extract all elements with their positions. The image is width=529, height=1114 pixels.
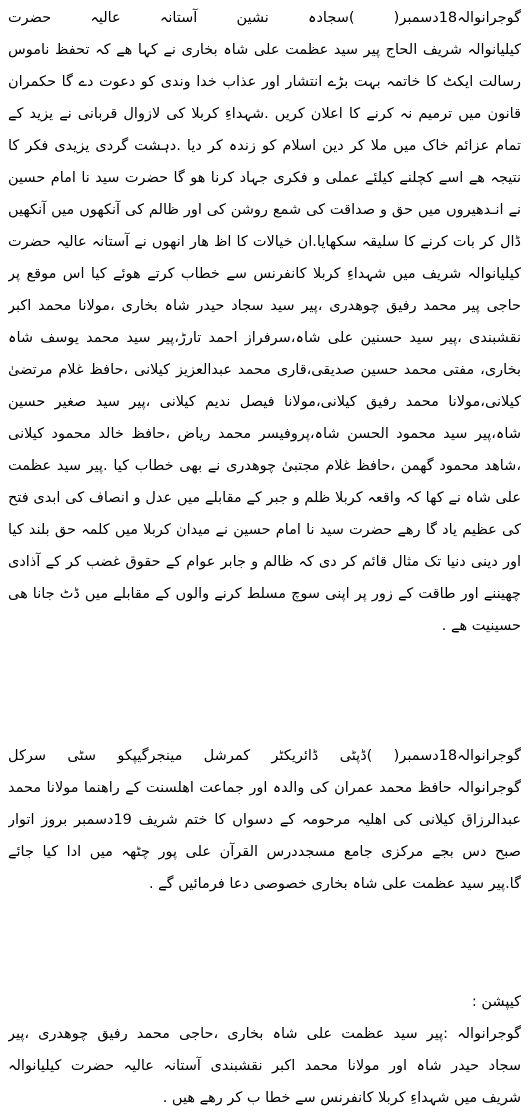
article2-line: گوجرانوالہ18دسمبر( )ڈپٹی ڈائریکٹر کمرشل مینجرگیپکو سٹی سرکل bbox=[8, 748, 521, 764]
article1-line: کیلیانوالہ شریف الحاج پیر سید عظمت علی شاہ بخاری نے کہا ھے کہ تحفظ ناموس bbox=[8, 42, 521, 58]
article1-line: حسینیت ھے . bbox=[441, 618, 521, 634]
article1-line: علی شاہ نے کھا کہ واقعہ کربلا ظلم و جبر کے مقابلے میں عدل و انصاف کی ابدی فتح bbox=[8, 490, 521, 506]
article1-line: قانون میں ترمیم نہ کرنے کا اعلان کریں .شہداءِ کربلا کی لازوال قربانی نے یزید کے bbox=[8, 106, 521, 122]
photo-caption bbox=[8, 986, 521, 1114]
article1-line: ،شاھد محمود گھمن ،حافظ غلام مجتبیٰ چوھدری نے بھی خطاب کیا .پیر سید عظمت bbox=[8, 458, 521, 474]
article-khatam-announcement bbox=[8, 740, 521, 900]
article2-line: گوجرانوالہ حافظ محمد عمران کی والدہ اور جماعت اھلسنت کے راھنما مولانا محمد bbox=[8, 780, 521, 796]
article1-line: رسالت ایکٹ کا خاتمہ بہت بڑے انتشار اور عذاب خدا وندی کو دعوت دے گا حکمران bbox=[8, 74, 521, 90]
article1-line: کیلیانوالہ شریف میں شہداءِ کربلا کانفرنس سے خطاب کرتے ھوئے کیا اس موقع پر bbox=[8, 266, 521, 282]
article2-line: عبدالرزاق کیلانی کی اھلیہ مرحومہ کے دسواں کا ختم شریف 19دسمبر بروز اتوار bbox=[8, 812, 521, 828]
article1-line: بخاری، مفتی محمد حسین صدیقی،قاری محمد عبدالعزیز کیلانی ،حافظ غلام مرتضیٰ bbox=[8, 362, 521, 378]
article1-line: چھیننے اور طاقت کے زور پر اپنی سوچ مسلط کرنے والوں کے مقابلے میں ڈٹ جانا ھی bbox=[8, 586, 521, 602]
article1-line: نقشبندی ،پیر سید حسنین علی شاہ،سرفراز احمد تارڑ،پیر سید محمد یوسف شاہ bbox=[8, 330, 521, 346]
article1-line: حاجی پیر محمد رفیق چوھدری ،پیر سید سجاد حیدر شاہ بخاری ،مولانا محمد اکبر bbox=[8, 298, 521, 314]
article1-line: گوجرانوالہ18دسمبر( )سجادہ نشین آستانہ عالیہ حضرت bbox=[8, 10, 521, 26]
article1-line: تمام عزائم خاک میں ملا کر دین اسلام کو زندہ کر دیا .دہشت گردی یزیدی فکر کا bbox=[8, 138, 521, 154]
article1-line: کی عظیم یاد گا رھے حضرت سید نا امام حسین نے میدان کربلا میں کلمہ حق بلند کیا bbox=[8, 522, 521, 538]
caption-line: کیپشن : bbox=[471, 994, 521, 1010]
article1-line: اور دینی دنیا تک مثال قائم کر دی کہ ظالم و جابر عوام کے حقوق غضب کر کے آذادی bbox=[8, 554, 521, 570]
article1-line: نے انـدھیروں میں حق و صداقت کی شمع روشن کی اور ظالم کی آنکھوں میں آنکھیں bbox=[8, 202, 521, 218]
article-karbala-conference bbox=[8, 2, 521, 642]
caption-line: سجاد حیدر شاہ اور مولانا محمد اکبر نقشبندی آستانہ عالیہ حضرت کیلیانوالہ bbox=[8, 1058, 521, 1074]
caption-line: گوجرانوالہ :پیر سید عظمت علی شاہ بخاری ،حاجی محمد رفیق چوھدری ،پیر bbox=[8, 1026, 521, 1042]
article2-line: گا.پیر سید عظمت علی شاہ بخاری خصوصی دعا فرمائیں گے . bbox=[148, 876, 521, 892]
article1-line: کیلانی،مولانا محمد رفیق کیلانی،مولانا فیصل ندیم کیلانی ،پیر سید صغیر حسین bbox=[8, 394, 521, 410]
article1-line: شاہ،پیر سید محمود الحسن شاہ،پروفیسر محمد ریاض ،حافظ خالد محمود کیلانی bbox=[8, 426, 521, 442]
article1-line: نتیجہ ھے اسے کچلنے کیلئے عملی و فکری جہاد کرنا ھو گا حضرت سید نا امام حسین bbox=[8, 170, 521, 186]
caption-line: شریف میں شہداءِ کربلا کانفرنس سے خطا ب کر رھے ھیں . bbox=[162, 1090, 521, 1106]
article1-line: ڈال کر بات کرنے کا سلیقہ سکھایا.ان خیالات کا اظ ھار انھوں نے آستانہ عالیہ حضرت bbox=[8, 234, 521, 250]
article2-line: صبح دس بجے مرکزی جامع مسجددرس القرآن علی پور چٹھہ میں ادا کیا جائے bbox=[8, 844, 521, 860]
